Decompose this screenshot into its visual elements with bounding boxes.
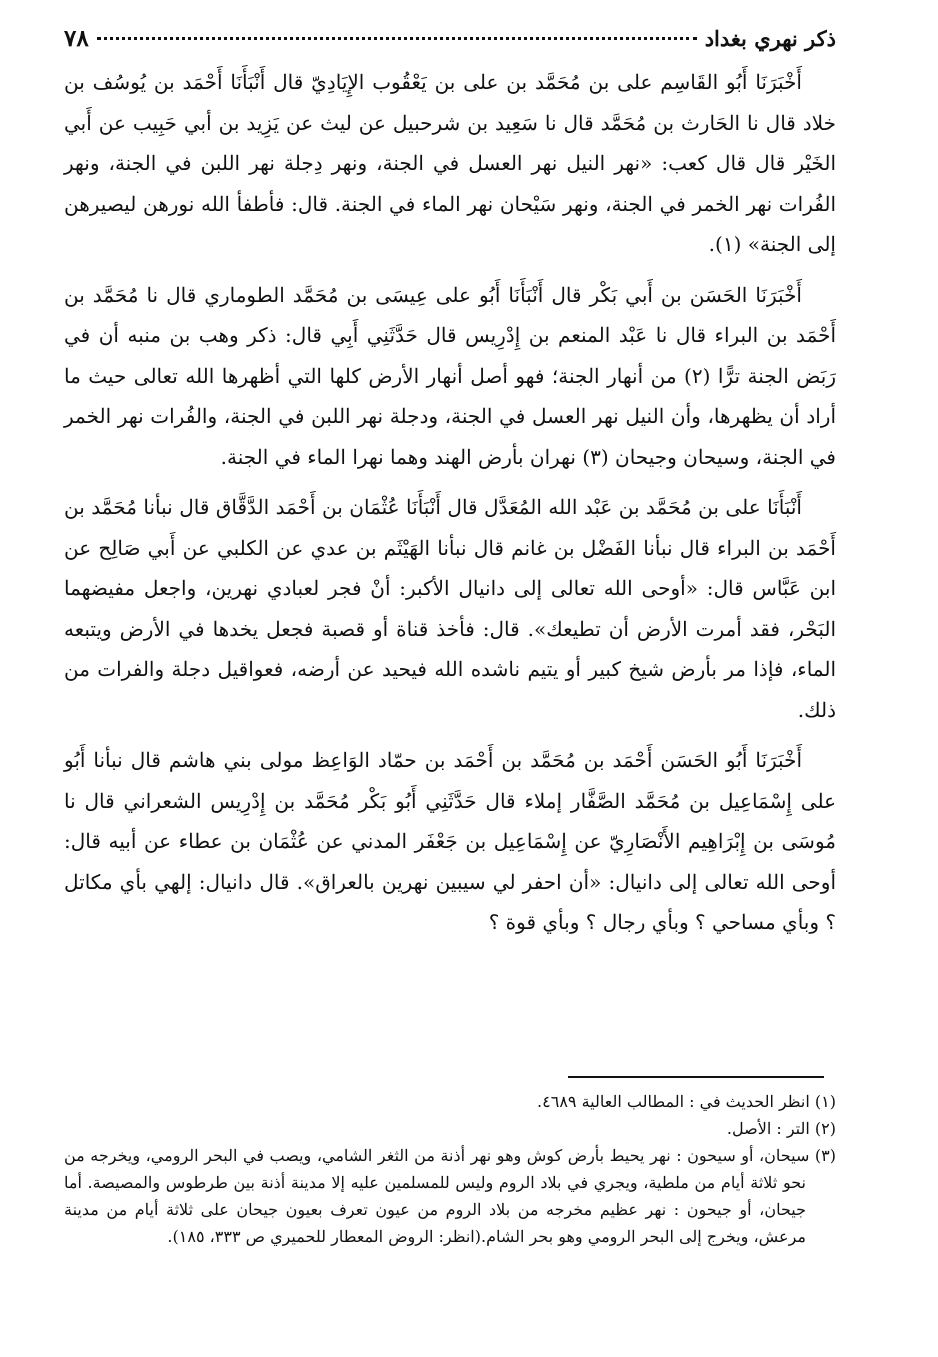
- footnotes: [64, 1088, 836, 1250]
- footnote-separator: [568, 1076, 824, 1078]
- running-header: [64, 22, 836, 56]
- page-body: [64, 22, 836, 953]
- footnote-1: (١) انظر الحديث في : المطالب العالية ٤٦٨٩.: [537, 1092, 836, 1111]
- running-title: ذكر نهري بغداد: [704, 26, 836, 51]
- paragraph-1: أَخْبَرَنَا أَبُو القَاسِم على بن مُحَمَّد بن على بن يَعْقُوب الإِيَادِيّ قال أَنْبَأَنَا أَحْمَد بن يُوسُف بن خلاد قال نا الحَارث بن مُحَمَّد قال نا سَعِيد بن شرحبيل عن ليث عن يَزِيد بن أبي حَبِيب عن أَبي الخَيْر قال قال كعب: «نهر النيل نهر العسل في الجنة، ونهر دِجلة نهر اللبن في الجنة، ونهر الفُرات نهر الخمر في الجنة، ونهر سَيْحان نهر الماء في الجنة. قال: فأطفأ الله نورهن ليصيرهن إلى الجنة» (١).: [64, 70, 836, 256]
- header-dotted-leader: [97, 37, 697, 40]
- paragraph-3: أَنْبَأَنَا على بن مُحَمَّد بن عَبْد الله المُعَدَّل قال أَنْبَأَنَا عُثْمَان بن أَحْمَد الدَّقَّاق قال نبأنا مُحَمَّد بن أَحْمَد بن البراء قال نبأنا الفَضْل بن غانم قال نبأنا الهَيْثَم بن عدي عن الكلبي عن أَبي صَالِح عن ابن عَبَّاس قال: «أوحى الله تعالى إلى دانيال الأكبر: أنْ فجر لعبادي نهرين، واجعل مفيضهما البَحْر، فقد أمرت الأرض أن تطيعك». قال: فأخذ قناة أو قصبة فجعل يخدها في الأرض ويتبعه الماء، فإذا مر بأرض شيخ كبير أو يتيم ناشده الله فيحيد عن أرضه، فعواقيل دجلة والفرات من ذلك.: [64, 495, 836, 722]
- page-number: ٧٨: [64, 25, 89, 52]
- paragraph-4: أَخْبَرَنَا أَبُو الحَسَن أَحْمَد بن مُحَمَّد بن أَحْمَد بن حمّاد الوَاعِظ مولى بني هاشم قال نبأنا أَبُو على إِسْمَاعِيل بن مُحَمَّد الصَّفَّار إملاء قال حَدَّثَنِي أَبُو بَكْر مُحَمَّد بن إِدْرِيس الشعراني قال نا مُوسَى بن إِبْرَاهِيم الأَنْصَارِيّ عن إِسْمَاعِيل بن جَعْفَر المدني عن عُثْمَان بن عطاء عن أبيه قال: أوحى الله تعالى إلى دانيال: «أن احفر لي سيبين نهرين بالعراق». قال دانيال: إلهي بأي مكاتل ؟ وبأي مساحي ؟ وبأي رجال ؟ وبأي قوة ؟: [64, 748, 836, 934]
- footnote-3: (٣) سيحان، أو سيحون : نهر يحيط بأرض كوش وهو نهر أذنة من الثغر الشامي، ويصب في البحر الرومي، ويخرجه من نحو ثلاثة أيام من ملطية، ويجري في بلاد الروم وليس للمسلمين عليه إلا مدينة أذنة بين طرطوس والمصيصة. أما جيحان، أو جيحون : نهر عظيم مخرجه من بلاد الروم من عيون تعرف بعيون جيحان على ثلاثة أيام من مدينة مرعش، ويخرج إلى البحر الرومي وهو بحر الشام.(انظر: الروض المعطار للحميري ص ٣٣٣، ١٨٥).: [64, 1146, 836, 1246]
- paragraph-2: أَخْبَرَنَا الحَسَن بن أَبي بَكْر قال أَنْبَأَنَا أَبُو على عِيسَى بن مُحَمَّد الطوماري قال نا مُحَمَّد بن أَحْمَد بن البراء قال نا عَبْد المنعم بن إِدْرِيس قال حَدَّثَنِي أَبِي قال: ذكر وهب بن منبه أن في رَبَض الجنة ترًّا (٢) من أنهار الجنة؛ فهو أصل أنهار الأرض كلها التي أظهرها الله تعالى حيث ما أراد أن يظهرها، وأن النيل نهر العسل في الجنة، ودجلة نهر اللبن في الجنة، والفُرات نهر الخمر في الجنة، وسيحان وجيحان (٣) نهران بأرض الهند وهما نهرا الماء في الجنة.: [64, 282, 837, 469]
- footnote-2: (٢) التر : الأصل.: [726, 1119, 836, 1138]
